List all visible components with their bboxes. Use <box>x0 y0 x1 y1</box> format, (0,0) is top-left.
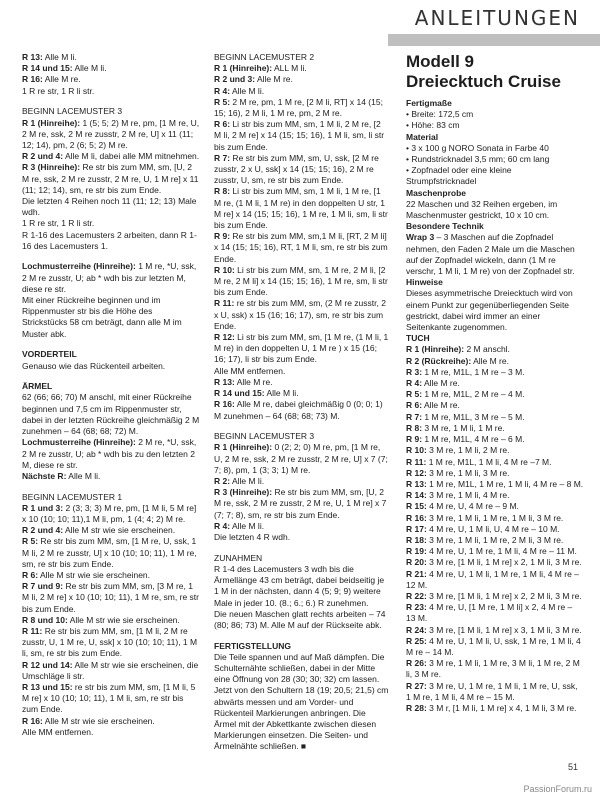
instruction-line <box>22 471 200 482</box>
instruction-line <box>22 261 200 295</box>
list-item: • Breite: 172,5 cm <box>406 109 584 120</box>
row-text: 1 M re, *U, ssk, 2 M re zusstr, U; ab * wdh bis zur letzten M, diese re str. <box>22 261 197 294</box>
row-label: R 10: <box>214 264 235 275</box>
instruction-line <box>406 389 584 400</box>
technik-heading: Besondere Technik <box>406 221 484 232</box>
row-text: Die neuen Maschen glatt rechts arbeiten – 74 (80; 86; 73) M. Alle M auf der Rückseite abk. <box>214 608 386 630</box>
instruction-line <box>406 524 584 535</box>
row-label: R 21: <box>406 568 427 579</box>
instruction-line <box>406 658 584 680</box>
material-list <box>406 143 584 188</box>
instruction-line <box>406 468 584 479</box>
instruction-line <box>22 716 200 727</box>
row-text: 2 M re, pm, 1 M re, [2 M li, RT] x 14 (15; 15; 16), 2 M li, 1 M re, pm, 2 M re. <box>214 96 383 119</box>
list-item: • Rundstricknadel 3,5 mm; 60 cm lang <box>406 154 584 165</box>
column-3 <box>406 52 584 714</box>
row-label: Nächste R: <box>22 470 67 481</box>
model-title <box>406 52 584 92</box>
instruction-line <box>22 682 200 716</box>
row-label: R 8 und 10: <box>22 614 68 625</box>
instruction-line <box>214 377 390 388</box>
row-text: Alle M re. <box>471 355 509 366</box>
row-text: 3 M re, 1 M li, 4 M re. <box>426 490 510 501</box>
instruction-line <box>22 525 200 536</box>
row-label: R 7: <box>406 411 423 422</box>
instruction-line <box>22 503 200 525</box>
row-label: R 15: <box>406 501 427 512</box>
row-label: R 22: <box>406 590 427 601</box>
row-text: 4 M re, U, 1 M li, U, ssk, 1 M re, 1 M li, 4 M re – 14 M. <box>406 635 581 657</box>
row-text: Alle M re. <box>422 378 460 389</box>
row-text: BEGINN LACEMUSTER 3 <box>214 431 315 442</box>
instruction-line <box>22 162 200 196</box>
instruction-line <box>406 356 584 367</box>
instruction-line <box>22 196 200 218</box>
row-label: R 24: <box>406 624 427 635</box>
row-label: R 25: <box>406 635 427 646</box>
instruction-line <box>22 63 200 74</box>
row-label: R 4: <box>214 85 231 96</box>
row-label: R 14 und 15: <box>214 388 265 399</box>
instruction-line <box>22 118 200 152</box>
instruction-line <box>22 437 200 471</box>
row-text: R 1-16 des Lacemusters 2 arbeiten, dann R 1-16 des Lacemusters 1. <box>22 229 197 251</box>
row-text: Li str bis zum MM, sm, [1 M re, (1 M li, 1 M re) in den doppelten U, 1 M re ) x 15 (16; 16; 17), li str bis zum Ende. <box>214 332 389 365</box>
row-label: R 9: <box>406 434 423 445</box>
row-text: re str bis zum MM, sm, [1 M li, 5 M re] x 10 (10; 10; 11), 1 M li, sm, re str bis zum Ende. <box>22 682 196 715</box>
row-text: Alle M re. <box>234 376 273 387</box>
instruction-line <box>406 636 584 658</box>
row-text: 3 M re, 1 M li, 1 M re, 1 M li, 3 M re. <box>426 512 564 523</box>
row-label: R 1 (Hinreihe): <box>406 344 465 355</box>
instruction-line <box>214 86 390 97</box>
instruction-line <box>406 546 584 557</box>
tuch-heading: TUCH <box>406 333 430 344</box>
row-label: R 9: <box>214 231 231 242</box>
instruction-line <box>22 295 200 340</box>
row-text: BEGINN LACEMUSTER 3 <box>22 106 123 117</box>
row-label: R 3 (Hinreihe): <box>22 162 81 173</box>
instruction-line <box>406 400 584 411</box>
instruction-line <box>214 74 390 85</box>
instruction-line <box>406 557 584 568</box>
instruction-line <box>22 74 200 85</box>
instruction-line <box>22 492 200 503</box>
instruction-line <box>22 86 200 97</box>
instruction-line <box>214 332 390 366</box>
instruction-line <box>22 570 200 581</box>
instruction-line <box>214 63 390 74</box>
row-text: Alle M li. <box>230 476 265 487</box>
row-label: R 1 (Hinreihe): <box>214 63 273 74</box>
instruction-line <box>406 412 584 423</box>
row-text: Alle M li. <box>66 470 101 481</box>
row-text: Alle M str wie sie erscheinen. <box>42 715 155 726</box>
row-label: Lochmusterreihe (Hinreihe): <box>22 261 136 272</box>
row-label: R 8: <box>214 186 231 197</box>
row-label: R 5: <box>214 96 231 107</box>
instruction-line <box>214 564 390 609</box>
row-text: Re str bis zum MM, sm,1 M li, [RT, 2 M li] x 14 (15; 15; 16), RT, 1 M li, sm, re str bis zum Ende. <box>214 231 388 264</box>
instruction-line <box>406 703 584 714</box>
model-name: Dreiecktuch Cruise <box>406 72 561 91</box>
row-text: 4 M re, U, [1 M re, 1 M li] x 2, 4 M re – 13 M. <box>406 602 573 624</box>
instruction-line <box>214 388 390 399</box>
row-label: R 16: <box>22 715 43 726</box>
instruction-line <box>406 367 584 378</box>
row-label: R 4: <box>406 378 423 389</box>
row-label: R 2 (Rückreihe): <box>406 355 472 366</box>
instruction-line <box>22 392 200 437</box>
row-label: R 4: <box>214 520 231 531</box>
row-text: Die Teile spannen und auf Maß dämpfen. Die Schulternähte schließen, dabei in der Mitte eine Öffnung von 28 (30; 30; 32) cm lassen. Jetzt von den Schultern 18 (19; 20,5; 21,5) cm abwärts messen und am Vorder- und Rückenteil Markierungen anbringen. Die Ärmel mit der Abkettkante zwischen diesen Markierungen einsetzen. Die Seiten- und Ärmelnähte schließen. ■ <box>214 651 389 752</box>
row-label: R 13: <box>214 376 235 387</box>
row-text: Alle M str wie sie erscheinen. <box>67 614 180 625</box>
row-label: R 3: <box>406 366 423 377</box>
row-text: ZUNAHMEN <box>214 552 263 563</box>
tuch-rows <box>406 344 584 714</box>
row-text: BEGINN LACEMUSTER 2 <box>214 52 315 62</box>
section-title: ANLEITUNGEN <box>414 6 580 30</box>
row-label: R 23: <box>406 602 427 613</box>
row-label: R 2 und 4: <box>22 151 64 162</box>
row-text: Alle MM entfernen. <box>214 365 286 376</box>
row-text: Re str bis zum MM, sm, [3 M re, 1 M li, 2 M re] x 10 (10; 10; 11), 1 M re, sm, re str bis zum Ende. <box>22 581 199 614</box>
row-label: R 16: <box>22 74 43 85</box>
row-label: Lochmusterreihe (Hinreihe): <box>22 437 136 448</box>
row-text: BEGINN LACEMUSTER 1 <box>22 491 123 502</box>
instruction-line <box>22 230 200 252</box>
row-label: R 12 und 14: <box>22 659 73 670</box>
instruction-line <box>22 581 200 615</box>
row-text: 3 M re, 1 M li, 2 M re. <box>426 445 510 456</box>
technik-term: Wrap 3 <box>406 232 435 243</box>
row-text: Re str bis zum MM, sm, [1 M li, 2 M re zusstr, U, 1 M re, U, ssk] x 10 (10; 10; 11), 1 M li, sm, re str bis zum Ende. <box>22 626 198 659</box>
spacer <box>22 482 200 492</box>
row-label: R 11: <box>406 456 427 467</box>
model-number: Modell 9 <box>406 52 475 71</box>
row-text: Mit einer Rückreihe beginnen und im Rippenmuster str bis die Höhe des Strickstücks 58 cm beträgt, dann alle M im Muster abk. <box>22 295 182 339</box>
column-2 <box>214 52 390 753</box>
instruction-line <box>22 536 200 570</box>
fertigmasse-list <box>406 109 584 131</box>
row-label: R 17: <box>406 523 427 534</box>
instruction-line <box>22 660 200 682</box>
instruction-line <box>214 532 390 543</box>
row-label: R 14 und 15: <box>22 63 73 74</box>
row-text: 2 (3; 3; 3) M re, pm, [1 M li, 5 M re] x 10 (10; 10; 11),1 M li, pm, 1 (4; 4; 2) M re. <box>22 502 197 525</box>
row-label: R 5: <box>406 389 423 400</box>
row-text: 3 M re, [1 M li, 1 M re] x 3, 1 M li, 3 M re. <box>426 624 582 635</box>
instruction-line <box>406 591 584 602</box>
instruction-line <box>406 434 584 445</box>
instruction-line <box>406 490 584 501</box>
row-text: 1 M re, M1L, 1 M re – 3 M. <box>422 366 525 377</box>
row-label: R 11: <box>214 298 235 309</box>
row-label: R 14: <box>406 490 427 501</box>
row-label: R 5: <box>22 536 39 547</box>
instruction-line <box>406 625 584 636</box>
row-label: R 2 und 4: <box>22 525 64 536</box>
row-label: R 28: <box>406 702 427 713</box>
row-text: Alle M li. <box>230 85 265 96</box>
row-text: Genauso wie das Rückenteil arbeiten. <box>22 360 166 371</box>
row-text: 2 M anschl. <box>464 344 510 355</box>
row-text: 3 M re, U, 1 M re, 1 M li, 1 M re, U, ssk, 1 M re, 1 M li, 4 M re – 15 M. <box>406 680 578 702</box>
instruction-line <box>22 218 200 229</box>
instruction-line <box>406 602 584 624</box>
spacer <box>214 631 390 641</box>
maschenprobe-heading: Maschenprobe <box>406 187 466 198</box>
row-text: re str bis zum MM, sm, (2 M re zusstr, 2 x U, ssk) x 15 (16; 16; 17), sm, re str bis zum Ende. <box>214 298 386 331</box>
instruction-line <box>214 186 390 231</box>
row-text: Li str bis zum MM, sm, 1 M li, 1 M re, [1 M re, (1 M li, 1 M re) in den doppelten U str, 1 M re] x 14 (15; 15; 16), 1 M re, 1 M li, sm, li str bis zum Ende. <box>214 186 388 231</box>
row-text: 4 M re, U, 1 M li, 1 M re, 1 M li, 4 M re – 12 M. <box>406 568 579 590</box>
row-text: 62 (66; 66; 70) M anschl, mit einer Rückreihe beginnen und 7,5 cm im Rippenmuster str, dabei in der letzten Rückreihe gleichmäßig 2 M zunehmen – 64 (68; 68; 72) M. <box>22 392 200 437</box>
row-label: R 1 und 3: <box>22 502 64 513</box>
row-text: 3 M re, [1 M li, 1 M re] x 2, 2 M li, 3 M re. <box>426 590 582 601</box>
instruction-line <box>406 423 584 434</box>
row-text: Li str bis zum MM, sm, 1 M li, 2 M re, [2 M li, 2 M re] x 14 (15; 15; 16), 1 M li, sm, li str bis zum Ende. <box>214 119 385 152</box>
page-header <box>0 0 600 48</box>
row-text: Die letzten 4 Reihen noch 11 (11; 12; 13) Male wdh. <box>22 195 197 218</box>
row-text: Alle M str wie sie erscheinen, die Umschläge li str. <box>22 659 199 681</box>
hinweise-heading: Hinweise <box>406 277 443 288</box>
instruction-line <box>22 615 200 626</box>
watermark: PassionForum.ru <box>523 784 592 794</box>
row-label: R 6: <box>406 400 423 411</box>
instruction-line <box>406 501 584 512</box>
spacer <box>22 252 200 262</box>
instruction-line <box>214 487 390 521</box>
row-text: 4 M re, U, 1 M re, 1 M li, 4 M re – 11 M. <box>426 546 577 557</box>
spacer <box>22 97 200 107</box>
instruction-line <box>214 119 390 153</box>
instruction-line <box>214 366 390 377</box>
instruction-line <box>214 399 390 421</box>
row-label: R 16: <box>406 512 427 523</box>
row-text: 3 M re, 1 M li, 1 M re, 2 M li, 3 M re. <box>426 534 564 545</box>
row-text: Alle M re. <box>255 74 293 85</box>
section-heading: FERTIGSTELLUNG <box>214 640 291 651</box>
spacer <box>214 543 390 553</box>
instruction-line <box>214 652 390 753</box>
material-heading: Material <box>406 131 439 142</box>
row-label: R 8: <box>406 422 423 433</box>
instruction-line <box>214 476 390 487</box>
instruction-line <box>214 431 390 442</box>
row-text: ALL M li. <box>272 63 307 74</box>
row-text: Alle M re, dabei gleichmäßig 0 (0; 0; 1) M zunehmen – 64 (68; 68; 73) M. <box>214 399 383 421</box>
row-label: R 2 und 3: <box>214 74 256 85</box>
row-text: Alle M str wie sie erscheinen. <box>63 525 176 536</box>
row-text: 1 R re str, 1 R li str. <box>22 218 95 229</box>
row-label: R 6: <box>22 570 39 581</box>
row-text: 3 M re, [1 M li, 1 M re] x 2, 1 M li, 3 M re. <box>426 557 582 568</box>
instruction-line <box>214 231 390 265</box>
instruction-line <box>406 569 584 591</box>
instruction-line <box>406 457 584 468</box>
row-text: 1 M re, M1L, 1 M li, 4 M re –7 M. <box>426 456 552 467</box>
row-label: R 19: <box>406 546 427 557</box>
instruction-line <box>214 298 390 332</box>
row-text: Alle M li, dabei alle MM mitnehmen. <box>63 151 200 162</box>
row-text: Alle M li. <box>230 520 265 531</box>
section-heading: ÄRMEL <box>22 381 53 392</box>
row-text: Re str bis zum MM, sm, [1 M re, U, ssk, 1 M li, 2 M re zusstr, U] x 10 (10; 10; 11), 1 M re, sm, re str bis zum Ende. <box>22 536 197 569</box>
row-label: R 1 (Hinreihe): <box>214 442 273 453</box>
header-rule <box>388 34 600 46</box>
row-label: R 3 (Hinreihe): <box>214 487 273 498</box>
list-item: • Höhe: 83 cm <box>406 120 584 131</box>
spacer <box>22 340 200 350</box>
instruction-line <box>406 535 584 546</box>
row-text: 2 M re, *U, ssk, 2 M re zusstr, U; ab * wdh bis zu den letzten 2 M, diese re str. <box>22 437 197 470</box>
instruction-line <box>406 681 584 703</box>
row-text: 4 M re, U, 4 M re – 9 M. <box>426 501 519 512</box>
row-label: R 2: <box>214 476 231 487</box>
row-text: Alle M li. <box>264 388 299 399</box>
spacer <box>22 372 200 382</box>
row-label: R 10: <box>406 445 427 456</box>
row-label: R 18: <box>406 534 427 545</box>
instruction-line <box>22 727 200 738</box>
instruction-line <box>214 153 390 187</box>
row-label: R 7 und 9: <box>22 581 64 592</box>
row-label: R 7: <box>214 152 231 163</box>
row-label: R 12: <box>406 467 427 478</box>
row-label: R 27: <box>406 680 427 691</box>
spacer <box>214 422 390 432</box>
row-text: Li str bis zum MM, sm, 1 M re, 2 M li, [2 M re, 2 M li] x 14 (15; 15; 16), 1 M re, sm, li str bis zum Ende. <box>214 264 388 298</box>
list-item: • Zopfnadel oder eine kleine Strumpfstricknadel <box>406 165 584 187</box>
instruction-line <box>22 361 200 372</box>
instruction-line <box>214 553 390 564</box>
row-text: 1 M re, M1L, 2 M re – 4 M. <box>422 389 525 400</box>
row-label: R 11: <box>22 626 43 637</box>
instruction-line <box>406 344 584 355</box>
row-text: Re str bis zum MM, sm, [U, 2 M re, ssk, 2 M re zusstr, 2 M re, U, 1 M re] x 11 (11; 12; 14), sm, re str bis zum Ende. <box>22 162 199 195</box>
row-label: R 6: <box>214 119 231 130</box>
row-text: 3 M re, 1 M li, 1 M re, 3 M li, 1 M re, 2 M li, 3 M re. <box>406 658 580 680</box>
row-text: Alle M re. <box>42 74 81 85</box>
instruction-line <box>214 442 390 476</box>
instruction-line <box>406 513 584 524</box>
row-text: 1 M re, M1L, 4 M re – 6 M. <box>422 434 525 445</box>
row-text: 3 M re, 1 M li, 1 M re. <box>422 422 505 433</box>
instruction-line <box>406 445 584 456</box>
row-text: Alle M li. <box>72 63 107 74</box>
technik-desc: – 3 Maschen auf die Zopfnadel nehmen, den Faden 2 Male um die Maschen auf der Zopfnadel wickeln, dann (1 M re verschr, 1 M li, 1 M re) von der Zopfnadel str. <box>406 232 575 277</box>
row-text: 1 R re str, 1 R li str. <box>22 85 95 96</box>
row-text: Die letzten 4 R wdh. <box>214 532 291 543</box>
row-text: Re str bis zum MM, sm, [U, 2 M re, ssk, 2 M re zusstr, 2 M re, U, 1 M re] x 7 (7; 7; 8), sm, re str bis zum Ende. <box>214 487 387 520</box>
row-text: 3 M re, 1 M li, 3 M re. <box>426 467 510 478</box>
technik-text <box>406 232 584 277</box>
row-text: 4 M re, U, 1 M li, U, 4 M re – 10 M. <box>426 523 560 534</box>
instruction-line <box>406 378 584 389</box>
row-text: 3 M r, [1 M li, 1 M re] x 4, 1 M li, 3 M re. <box>426 702 577 713</box>
instruction-line <box>406 479 584 490</box>
row-text: Alle M str wie sie erscheinen. <box>38 570 151 581</box>
row-text: Alle MM entfernen. <box>22 726 94 737</box>
row-label: R 16: <box>214 399 235 410</box>
hinweise-text: Dieses asymmetrische Dreiecktuch wird von einem Punkt zur gegenüberliegenden Seite gestrickt, dabei wird immer an einer Seitenkante zugenommen. <box>406 288 573 333</box>
row-text: 1 M re, M1L, 1 M re, 1 M li, 4 M re – 8 M. <box>426 478 584 489</box>
row-text: R 1-4 des Lacemusters 3 wdh bis die Ärmellänge 43 cm beträgt, dabei beidseitig je 1 M in der nächsten, dann 4 (5; 9; 9) weitere Male in jeder 10. (8.; 6.; 6.) R zunehmen. <box>214 563 385 608</box>
instruction-line <box>214 521 390 532</box>
row-text: 1 M re, M1L, 3 M re – 5 M. <box>422 411 525 422</box>
row-label: R 13: <box>406 478 427 489</box>
column-1 <box>22 52 200 738</box>
instruction-line <box>214 609 390 631</box>
instruction-line <box>214 265 390 299</box>
row-text: 1 (5; 5; 2) M re, pm, [1 M re, U, 2 M re, ssk, 2 M re zusstr, 2 M re, U] x 11 (11; 12; 14), pm, 2 (6; 5; 2) M re. <box>22 117 200 150</box>
instruction-line <box>22 151 200 162</box>
row-label: R 20: <box>406 557 427 568</box>
instruction-line <box>22 106 200 117</box>
section-heading: VORDERTEIL <box>22 349 77 360</box>
instruction-line <box>22 626 200 660</box>
instruction-line <box>214 52 390 63</box>
row-label: R 26: <box>406 658 427 669</box>
row-label: R 1 (Hinreihe): <box>22 117 81 128</box>
row-text: 0 (2; 2; 0) M re, pm, [1 M re, U, 2 M re, ssk, 2 M re zusstr, 2 M re, U] x 7 (7; 7; 8), pm, 1 (3; 3; 1) M re. <box>214 442 388 475</box>
instruction-line <box>22 52 200 63</box>
page-number: 51 <box>567 762 578 772</box>
row-label: R 12: <box>214 332 235 343</box>
row-label: R 13: <box>22 52 43 62</box>
fertigmasse-heading: Fertigmaße <box>406 98 452 108</box>
row-text: Alle M li. <box>42 52 77 62</box>
row-label: R 13 und 15: <box>22 682 73 693</box>
row-text: Alle M re. <box>422 400 460 411</box>
list-item: • 3 x 100 g NORO Sonata in Farbe 40 <box>406 143 584 154</box>
row-text: Re str bis zum MM, sm, U, ssk, [2 M re zusstr, 2 x U, ssk] x 14 (15; 15; 16), 2 M re zusstr, U, sm, re str bis zum Ende. <box>214 152 379 186</box>
maschenprobe-text: 22 Maschen und 32 Reihen ergeben, im Maschenmuster gestrickt, 10 x 10 cm. <box>406 198 558 221</box>
instruction-line <box>214 97 390 119</box>
